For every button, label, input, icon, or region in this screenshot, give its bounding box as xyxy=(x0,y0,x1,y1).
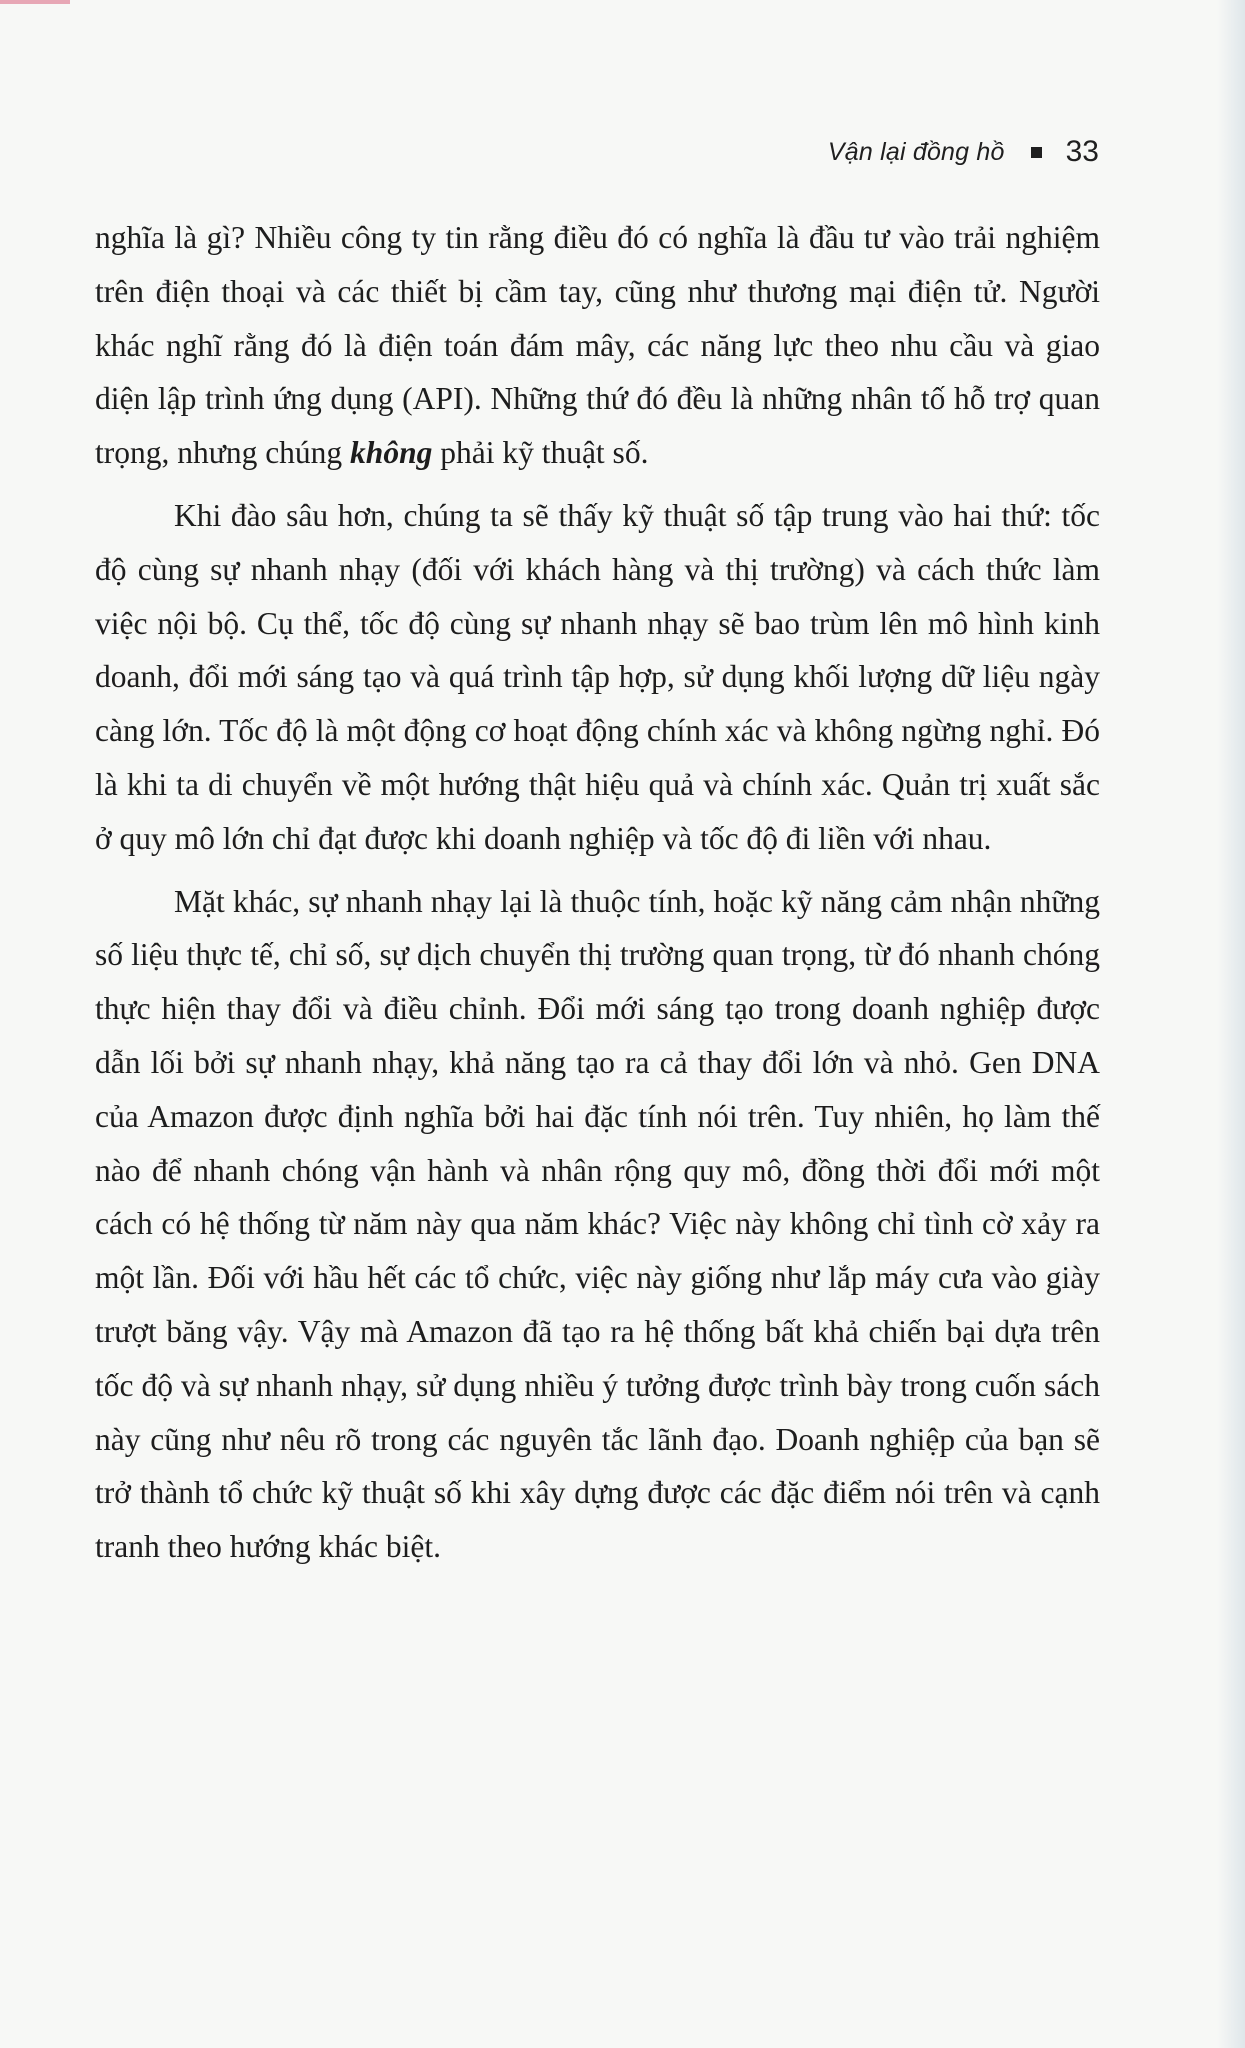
body-text xyxy=(95,211,1100,1574)
header-separator-square xyxy=(1031,147,1042,158)
page-edge-mark xyxy=(0,0,70,4)
paragraph-2: Khi đào sâu hơn, chúng ta sẽ thấy kỹ thuật số tập trung vào hai thứ: tốc độ cùng sự nhanh nhạy (đối với khách hàng và thị trường) và cách thức làm việc nội bộ. Cụ thể, tốc độ cùng sự nhanh nhạy sẽ bao trùm lên mô hình kinh doanh, đổi mới sáng tạo và quá trình tập hợp, sử dụng khối lượng dữ liệu ngày càng lớn. Tốc độ là một động cơ hoạt động chính xác và không ngừng nghỉ. Đó là khi ta di chuyển về một hướng thật hiệu quả và chính xác. Quản trị xuất sắc ở quy mô lớn chỉ đạt được khi doanh nghiệp và tốc độ đi liền với nhau. xyxy=(95,497,1100,856)
paragraph-1 xyxy=(95,211,1100,480)
running-title: Vận lại đồng hồ xyxy=(827,137,1005,166)
page-gutter-shadow xyxy=(1217,0,1245,2048)
paragraph-3: Mặt khác, sự nhanh nhạy lại là thuộc tính, hoặc kỹ năng cảm nhận những số liệu thực tế, chỉ số, sự dịch chuyển thị trường quan trọng, từ đó nhanh chóng thực hiện thay đổi và điều chỉnh. Đổi mới sáng tạo trong doanh nghiệp được dẫn lối bởi sự nhanh nhạy, khả năng tạo ra cả thay đổi lớn và nhỏ. Gen DNA của Amazon được định nghĩa bởi hai đặc tính nói trên. Tuy nhiên, họ làm thế nào để nhanh chóng vận hành và nhân rộng quy mô, đồng thời đổi mới một cách có hệ thống từ năm này qua năm khác? Việc này không chỉ tình cờ xảy ra một lần. Đối với hầu hết các tổ chức, việc này giống như lắp máy cưa vào giày trượt băng vậy. Vậy mà Amazon đã tạo ra hệ thống bất khả chiến bại dựa trên tốc độ và sự nhanh nhạy, sử dụng nhiều ý tưởng được trình bày trong cuốn sách này cũng như nêu rõ trong các nguyên tắc lãnh đạo. Doanh nghiệp của bạn sẽ trở thành tổ chức kỹ thuật số khi xây dựng được các đặc điểm nói trên và cạnh tranh theo hướng khác biệt. xyxy=(95,883,1100,1565)
running-header xyxy=(828,132,1099,172)
emphasized-word: không xyxy=(350,435,433,471)
paragraph-1-text-start: nghĩa là gì? Nhiều công ty tin rằng điều đó có nghĩa là đầu tư vào trải nghiệm trên điện thoại và các thiết bị cầm tay, cũng như thương mại điện tử. Người khác nghĩ rằng đó là điện toán đám mây, các năng lực theo nhu cầu và giao diện lập trình ứng dụng (API). Những thứ đó đều là những nhân tố hỗ trợ quan trọng, nhưng chúng xyxy=(95,220,1100,471)
page-number: 33 xyxy=(1065,135,1099,168)
paragraph-1-text-end: phải kỹ thuật số. xyxy=(432,435,649,471)
